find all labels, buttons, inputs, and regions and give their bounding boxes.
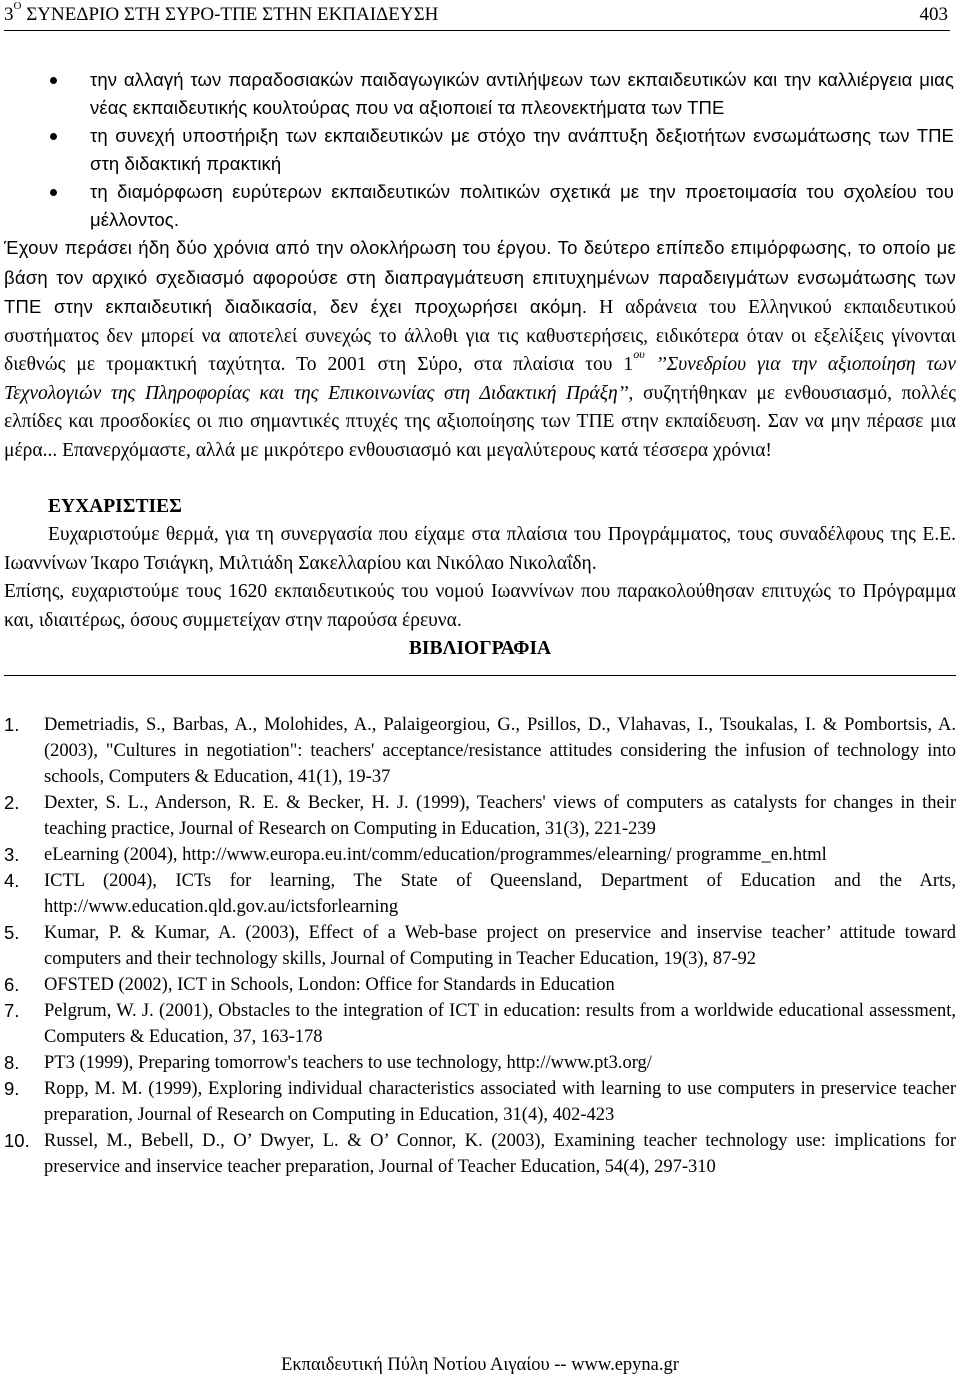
acknowledgements-paragraph: Ευχαριστούμε θερμά, για τη συνεργασία που είχαμε στα πλαίσια του Προγράμματος, τους συναδέλφους της Ε.Ε. Ιωαννίνων Ίκαρο Τσιάγκη, Μιλτιάδη Σακελλαρίου και Νικόλαο Νικολαΐδη. bbox=[4, 524, 956, 574]
page-header bbox=[4, 2, 950, 31]
reference-item: 9. Ropp, M. M. (1999), Exploring individual characteristics associated with learning to use computers in preservice teacher preparation, Journal of Research on Computing in Education, 31(4), 402-423 bbox=[4, 1078, 956, 1125]
section-divider bbox=[4, 675, 956, 676]
reference-item: 5. Kumar, P. & Kumar, A. (2003), Effect of a Web-base project on preservice and inservise teacher’ attitude toward computers and their technology skills, Journal of Computing in Teacher Education, 19(3), 87-92 bbox=[4, 922, 956, 969]
bullet-item: τη διαμόρφωση ευρύτερων εκπαιδευτικών πολιτικών σχετικά με την προετοιμασία του σχολείου του μέλλοντος. bbox=[4, 178, 956, 234]
reference-item: 4. ICTL (2004), ICTs for learning, The State of Queensland, Department of Education and the Arts, http://www.education.qld.gov.au/ictsforlearning bbox=[4, 870, 956, 917]
reference-item: 2. Dexter, S. L., Anderson, R. E. & Becker, H. J. (1999), Teachers' views of computers as catalysts for changes in their teaching practice, Journal of Research on Computing in Education, 31(3), 221-239 bbox=[4, 792, 956, 839]
acknowledgements-section bbox=[4, 493, 956, 635]
body-paragraph: Έχουν περάσει ήδη δύο χρόνια από την ολοκλήρωση του έργου. Το δεύτερο επίπεδο επιμόρφωσης, το οποίο με βάση τον αρχικό σχεδιασμό αφορούσε στη διαπραγμάτευση επιτυχημένων παραδειγμάτων ενσωμάτωσης των ΤΠΕ στην εκπαιδευτική διαδικασία, δεν έχει προχωρήσει ακόμη. Η αδράνεια του Ελληνικού εκπαιδευτικού συστήματος δεν μπορεί να αποτελεί συνεχώς το άλλοθι για τις καθυστερήσεις, ειδικότερα όταν οι εξελίξεις γίνονται διεθνώς με τρομακτική ταχύτητα. Το 2001 στη Σύρο, στα πλαίσια του $1^{o\upsilon}$ ’’Συνεδρίου για την αξιοποίηση των Τεχνολογιών της Πληροφορίας και της Επικοινωνίας στη Διδακτική Πράξη’’, συζητήθηκαν με ενθουσιασμό, πολλές ελπίδες και προσδοκίες οι πιο σημαντικές πτυχές της αξιοποίησης των ΤΠΕ στην εκπαίδευση. Σαν να μην πέρασε μια μέρα... Επανερχόμαστε, αλλά με μικρότερο ενθουσιασμό και μεγαλύτερους κατά τέσσερα χρόνια! bbox=[4, 237, 957, 461]
reference-item: 8. PT3 (1999), Preparing tomorrow's teachers to use technology, http://www.pt3.org/ bbox=[4, 1052, 652, 1073]
reference-item: 3. eLearning (2004), http://www.europa.eu.int/comm/education/programmes/elearning/ programme_en.html bbox=[4, 844, 827, 865]
acknowledgements-paragraph: Επίσης, ευχαριστούμε τους 1620 εκπαιδευτικούς του νομού Ιωαννίνων που παρακολούθησαν επιτυχώς το Πρόγραμμα και, ιδιαιτέρως, όσους συμμετείχαν στην παρούσα έρευνα. bbox=[4, 581, 956, 631]
reference-item: 7. Pelgrum, W. J. (2001), Obstacles to the integration of ICT in education: results from a worldwide educational assessment, Computers & Education, 37, 163-178 bbox=[4, 1000, 956, 1047]
bullet-icon bbox=[50, 77, 57, 84]
bullet-item: την αλλαγή των παραδοσιακών παιδαγωγικών αντιλήψεων των εκπαιδευτικών και την καλλιέργεια μιας νέας εκπαιδευτικής κουλτούρας που να αξιοποιεί τα πλεονεκτήματα των ΤΠΕ bbox=[4, 66, 956, 122]
acknowledgements-title: ΕΥΧΑΡΙΣΤΙΕΣ bbox=[48, 496, 182, 517]
reference-item: 6. OFSTED (2002), ICT in Schools, London: Office for Standards in Education bbox=[4, 974, 615, 995]
reference-item: 1. Demetriadis, S., Barbas, A., Molohides, A., Palaigeorgiou, G., Psillos, D., Vlahavas, I., Tsoukalas, I. & Pombortsis, A. (2003), "Cultures in negotiation": teachers' acceptance/resistance attitudes considering the infusion of technology into schools, Computers & Education, 41(1), 19-37 bbox=[4, 714, 956, 787]
bullet-icon bbox=[50, 133, 57, 140]
bullet-list bbox=[4, 66, 956, 234]
reference-list bbox=[4, 712, 956, 1180]
bullet-item: τη συνεχή υποστήριξη των εκπαιδευτικών με στόχο την ανάπτυξη δεξιοτήτων ενσωμάτωσης των ΤΠΕ στη διδακτική πρακτική bbox=[4, 122, 956, 178]
page-footer: Εκπαιδευτική Πύλη Νοτίου Αιγαίου -- www.epyna.gr bbox=[281, 1355, 679, 1375]
bibliography-title: ΒΙΒΛΙΟΓΡΑΦΙΑ bbox=[408, 638, 552, 659]
ordinal-superscript: Ο bbox=[13, 0, 22, 12]
page-content bbox=[4, 66, 956, 1180]
bullet-icon bbox=[50, 189, 57, 196]
page-number: 403 bbox=[919, 4, 948, 25]
conference-title: $3^O$ ΣΥΝΕΔΡΙΟ ΣΤΗ ΣΥΡΟ-ΤΠΕ ΣΤΗΝ ΕΚΠΑΙΔΕΥΣΗ bbox=[4, 0, 439, 25]
reference-item: 10. Russel, M., Bebell, D., O’ Dwyer, L. & O’ Connor, K. (2003), Examining teacher technology use: implications for preservice and inservice teacher preparation, Journal of Teacher Education, 54(4), 297-310 bbox=[4, 1130, 956, 1177]
